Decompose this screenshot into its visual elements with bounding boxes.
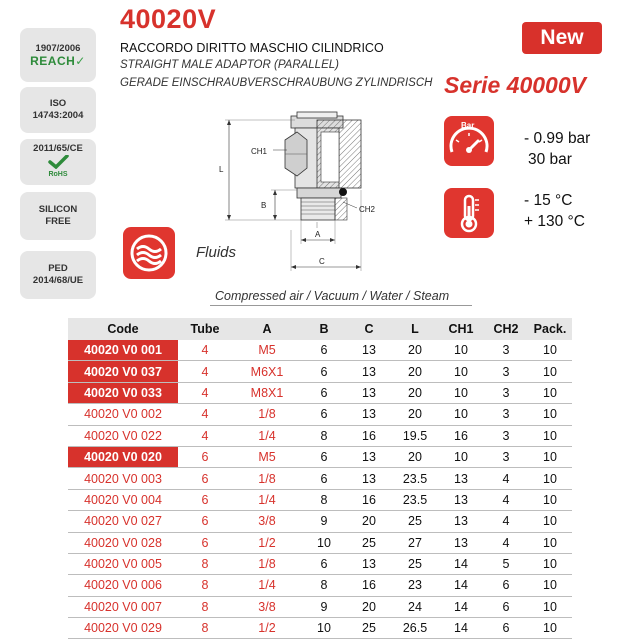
cell-tube: 8 xyxy=(178,596,232,617)
bar-icon-label: Bar xyxy=(461,121,475,130)
table-header-row xyxy=(68,318,572,340)
ped-line2: 2014/68/UE xyxy=(32,275,84,286)
cell-ch1: 14 xyxy=(438,575,484,596)
cell-l: 26.5 xyxy=(392,618,438,639)
check-icon: ✓ xyxy=(75,54,86,68)
temperature-specs xyxy=(524,190,585,232)
cell-l: 19.5 xyxy=(392,425,438,446)
rohs-check-icon xyxy=(47,155,69,169)
thermometer-icon xyxy=(444,188,494,238)
cell-tube: 8 xyxy=(178,575,232,596)
cell-c: 25 xyxy=(346,618,392,639)
cell-l: 27 xyxy=(392,532,438,553)
cell-ch2: 4 xyxy=(484,532,528,553)
cell-b: 6 xyxy=(302,446,346,467)
cell-b: 6 xyxy=(302,404,346,425)
cell-pack: 10 xyxy=(528,425,572,446)
dimension-c-label: C xyxy=(319,257,325,266)
cell-a: M5 xyxy=(232,446,302,467)
cell-tube: 6 xyxy=(178,511,232,532)
cell-ch1: 13 xyxy=(438,489,484,510)
cell-tube: 8 xyxy=(178,553,232,574)
fitting-technical-drawing xyxy=(215,110,375,275)
cell-pack: 10 xyxy=(528,340,572,361)
ch2-label: CH2 xyxy=(359,205,375,214)
cell-pack: 10 xyxy=(528,553,572,574)
cell-code: 40020 V0 033 xyxy=(68,382,178,403)
cell-c: 13 xyxy=(346,382,392,403)
cell-pack: 10 xyxy=(528,404,572,425)
cell-code: 40020 V0 007 xyxy=(68,596,178,617)
cell-ch2: 6 xyxy=(484,575,528,596)
cell-l: 20 xyxy=(392,382,438,403)
cell-ch1: 14 xyxy=(438,553,484,574)
cell-pack: 10 xyxy=(528,575,572,596)
temperature-min: - 15 °C xyxy=(524,192,573,209)
silicon-line2: FREE xyxy=(45,216,71,227)
cell-pack: 10 xyxy=(528,382,572,403)
title-german: GERADE EINSCHRAUBVERSCHRAUBUNG ZYLINDRISCH xyxy=(120,77,433,89)
cell-c: 16 xyxy=(346,425,392,446)
cell-code: 40020 V0 006 xyxy=(68,575,178,596)
cell-ch1: 14 xyxy=(438,596,484,617)
cell-pack: 10 xyxy=(528,618,572,639)
ped-line1: PED xyxy=(48,263,68,274)
cell-l: 24 xyxy=(392,596,438,617)
rohs-regulation: 2011/65/CE xyxy=(33,143,83,154)
pressure-specs xyxy=(524,128,590,170)
cell-b: 9 xyxy=(302,596,346,617)
cell-ch1: 10 xyxy=(438,361,484,382)
cell-tube: 6 xyxy=(178,446,232,467)
cell-ch2: 5 xyxy=(484,553,528,574)
cell-l: 25 xyxy=(392,553,438,574)
cell-b: 6 xyxy=(302,553,346,574)
cell-b: 6 xyxy=(302,382,346,403)
cell-a: M5 xyxy=(232,340,302,361)
cell-l: 20 xyxy=(392,340,438,361)
dimension-b-label: B xyxy=(261,201,267,210)
fluids-label: Fluids xyxy=(196,244,237,261)
cell-tube: 4 xyxy=(178,382,232,403)
fluids-icon xyxy=(123,227,175,279)
cell-b: 6 xyxy=(302,361,346,382)
cell-tube: 4 xyxy=(178,361,232,382)
column-header: CH2 xyxy=(484,318,528,340)
temperature-max: + 130 °C xyxy=(524,213,585,230)
cell-tube: 4 xyxy=(178,404,232,425)
ped-badge xyxy=(20,251,96,299)
cell-code: 40020 V0 002 xyxy=(68,404,178,425)
cell-tube: 6 xyxy=(178,489,232,510)
cell-code: 40020 V0 027 xyxy=(68,511,178,532)
cell-a: 3/8 xyxy=(232,596,302,617)
cell-ch2: 3 xyxy=(484,404,528,425)
cell-ch2: 6 xyxy=(484,596,528,617)
column-header: Pack. xyxy=(528,318,572,340)
media-divider xyxy=(210,305,472,306)
cell-ch2: 4 xyxy=(484,489,528,510)
dimension-l-label: L xyxy=(219,165,224,174)
cell-l: 23.5 xyxy=(392,468,438,489)
iso-line1: ISO xyxy=(49,98,67,109)
cell-a: 1/2 xyxy=(232,618,302,639)
column-header: A xyxy=(232,318,302,340)
table-row xyxy=(68,532,572,553)
table-row xyxy=(68,553,572,574)
new-badge: New xyxy=(522,22,602,54)
cell-ch2: 3 xyxy=(484,382,528,403)
cell-c: 13 xyxy=(346,340,392,361)
ch1-label: CH1 xyxy=(251,147,268,156)
table-row xyxy=(68,511,572,532)
column-header: B xyxy=(302,318,346,340)
cell-l: 20 xyxy=(392,361,438,382)
table-row xyxy=(68,340,572,361)
product-code: 40020V xyxy=(120,4,217,34)
cell-code: 40020 V0 020 xyxy=(68,446,178,467)
cell-c: 13 xyxy=(346,404,392,425)
cell-ch1: 16 xyxy=(438,425,484,446)
table-row xyxy=(68,468,572,489)
cell-c: 20 xyxy=(346,511,392,532)
cell-a: 1/4 xyxy=(232,425,302,446)
cell-ch1: 10 xyxy=(438,382,484,403)
cell-l: 25 xyxy=(392,511,438,532)
reach-badge xyxy=(20,28,96,82)
cell-a: 1/8 xyxy=(232,553,302,574)
cell-pack: 10 xyxy=(528,361,572,382)
cell-c: 16 xyxy=(346,575,392,596)
rohs-badge xyxy=(20,139,96,185)
table-row xyxy=(68,596,572,617)
cell-c: 13 xyxy=(346,468,392,489)
column-header: L xyxy=(392,318,438,340)
pressure-gauge-icon xyxy=(444,116,494,166)
cell-tube: 8 xyxy=(178,618,232,639)
cell-a: 3/8 xyxy=(232,511,302,532)
table-body xyxy=(68,340,572,639)
iso-line2: 14743:2004 xyxy=(32,110,84,121)
cell-b: 6 xyxy=(302,468,346,489)
title-english: STRAIGHT MALE ADAPTOR (PARALLEL) xyxy=(120,59,339,71)
cell-code: 40020 V0 003 xyxy=(68,468,178,489)
cell-ch2: 3 xyxy=(484,425,528,446)
cell-ch2: 4 xyxy=(484,468,528,489)
table-row xyxy=(68,382,572,403)
table-row xyxy=(68,489,572,510)
cell-c: 13 xyxy=(346,361,392,382)
cell-code: 40020 V0 004 xyxy=(68,489,178,510)
cell-tube: 6 xyxy=(178,532,232,553)
cell-c: 16 xyxy=(346,489,392,510)
dimension-a-label: A xyxy=(315,230,321,239)
cell-code: 40020 V0 001 xyxy=(68,340,178,361)
cell-ch2: 6 xyxy=(484,618,528,639)
cell-b: 8 xyxy=(302,575,346,596)
cell-pack: 10 xyxy=(528,596,572,617)
cell-ch2: 3 xyxy=(484,340,528,361)
cell-b: 10 xyxy=(302,618,346,639)
cell-code: 40020 V0 022 xyxy=(68,425,178,446)
compatible-media: Compressed air / Vacuum / Water / Steam xyxy=(215,289,450,303)
cell-c: 13 xyxy=(346,446,392,467)
column-header: Code xyxy=(68,318,178,340)
cell-l: 20 xyxy=(392,404,438,425)
cell-code: 40020 V0 037 xyxy=(68,361,178,382)
dimensions-table xyxy=(68,318,572,639)
cell-code: 40020 V0 005 xyxy=(68,553,178,574)
reach-regulation: 1907/2006 xyxy=(35,43,81,54)
cell-ch2: 3 xyxy=(484,361,528,382)
silicon-free-badge xyxy=(20,192,96,240)
cell-pack: 10 xyxy=(528,489,572,510)
cell-code: 40020 V0 029 xyxy=(68,618,178,639)
series-label: Serie 40000V xyxy=(444,72,586,98)
cell-b: 8 xyxy=(302,425,346,446)
cell-tube: 4 xyxy=(178,425,232,446)
cell-a: 1/2 xyxy=(232,532,302,553)
cell-l: 23 xyxy=(392,575,438,596)
cell-ch1: 13 xyxy=(438,468,484,489)
table-row xyxy=(68,361,572,382)
cell-pack: 10 xyxy=(528,511,572,532)
cell-c: 13 xyxy=(346,553,392,574)
cell-b: 10 xyxy=(302,532,346,553)
cell-ch2: 4 xyxy=(484,511,528,532)
cell-b: 9 xyxy=(302,511,346,532)
cell-a: M8X1 xyxy=(232,382,302,403)
cell-pack: 10 xyxy=(528,446,572,467)
cell-b: 8 xyxy=(302,489,346,510)
cell-ch1: 13 xyxy=(438,532,484,553)
cell-ch1: 14 xyxy=(438,618,484,639)
cell-a: 1/4 xyxy=(232,575,302,596)
cell-c: 25 xyxy=(346,532,392,553)
rohs-logo: RoHS xyxy=(48,171,68,178)
table-row xyxy=(68,575,572,596)
column-header: Tube xyxy=(178,318,232,340)
table-row xyxy=(68,618,572,639)
cell-c: 20 xyxy=(346,596,392,617)
silicon-line1: SILICON xyxy=(38,204,78,215)
cell-tube: 4 xyxy=(178,340,232,361)
cell-a: 1/8 xyxy=(232,404,302,425)
cell-ch2: 3 xyxy=(484,446,528,467)
column-header: C xyxy=(346,318,392,340)
cell-a: 1/8 xyxy=(232,468,302,489)
iso-badge xyxy=(20,87,96,133)
column-header: CH1 xyxy=(438,318,484,340)
cell-b: 6 xyxy=(302,340,346,361)
table-row xyxy=(68,425,572,446)
cell-a: 1/4 xyxy=(232,489,302,510)
cell-pack: 10 xyxy=(528,468,572,489)
reach-logo: REACH✓ xyxy=(30,54,86,68)
cell-l: 20 xyxy=(392,446,438,467)
cell-ch1: 13 xyxy=(438,511,484,532)
cell-pack: 10 xyxy=(528,532,572,553)
cell-a: M6X1 xyxy=(232,361,302,382)
title-italian: RACCORDO DIRITTO MASCHIO CILINDRICO xyxy=(120,41,384,55)
table-row xyxy=(68,446,572,467)
pressure-max: 30 bar xyxy=(528,151,572,168)
cell-tube: 6 xyxy=(178,468,232,489)
table-row xyxy=(68,404,572,425)
cell-ch1: 10 xyxy=(438,340,484,361)
cell-code: 40020 V0 028 xyxy=(68,532,178,553)
pressure-min: - 0.99 bar xyxy=(524,130,591,147)
cell-l: 23.5 xyxy=(392,489,438,510)
cell-ch1: 10 xyxy=(438,404,484,425)
cell-ch1: 10 xyxy=(438,446,484,467)
